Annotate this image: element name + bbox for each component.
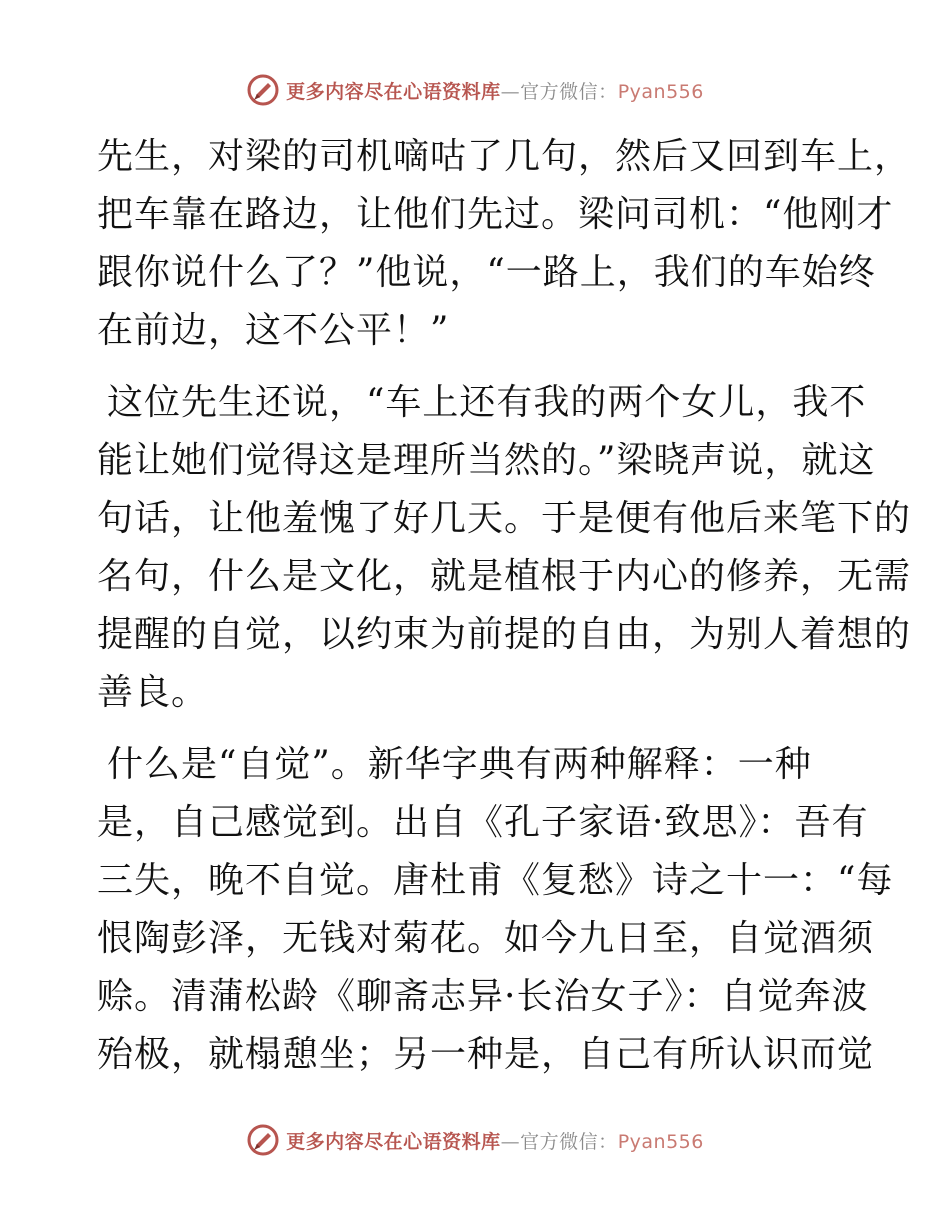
banner-main-text: 更多内容尽在心语资料库 — [286, 1130, 501, 1153]
banner-wechat-id: Pyan556 — [617, 80, 704, 103]
banner-wechat-id: Pyan556 — [617, 1130, 704, 1153]
banner-text — [286, 1127, 704, 1154]
text-line: 先生，对梁的司机嘀咕了几句，然后又回到车上， — [97, 136, 912, 177]
banner-text — [286, 77, 704, 104]
text-line: 在前边，这不公平！” — [97, 310, 450, 351]
text-line: 这位先生还说，“车上还有我的两个女儿，我不 — [107, 382, 867, 423]
text-line: 殆极，就榻憩坐；另一种是，自己有所认识而觉 — [97, 1034, 875, 1075]
text-line: 善良。 — [97, 672, 209, 713]
text-line: 跟你说什么了？”他说，“一路上，我们的车始终 — [97, 252, 876, 293]
pen-seal-logo-icon — [246, 73, 280, 107]
header-banner-inner — [246, 73, 704, 107]
footer-banner-inner — [246, 1123, 704, 1157]
text-line: 什么是“自觉”。新华字典有两种解释：一种 — [107, 744, 812, 785]
pen-seal-logo-icon — [246, 1123, 280, 1157]
paragraph-gap — [97, 722, 857, 736]
banner-main-text: 更多内容尽在心语资料库 — [286, 80, 501, 103]
text-line: 名句，什么是文化，就是植根于内心的修养，无需 — [97, 556, 912, 597]
banner-separator: — — [500, 1130, 521, 1153]
document-body — [97, 128, 912, 1084]
header-banner — [0, 70, 950, 110]
paragraph-1 — [97, 128, 912, 360]
footer-banner — [0, 1120, 950, 1160]
banner-wechat-label: 官方微信： — [520, 80, 618, 103]
text-line: 赊。清蒲松龄《聊斋志异·长治女子》：自觉奔波 — [97, 976, 869, 1017]
text-line: 恨陶彭泽，无钱对菊花。如今九日至，自觉酒须 — [97, 918, 875, 959]
text-line: 能让她们觉得这是理所当然的。”梁晓声说，就这 — [97, 440, 876, 481]
paragraph-3 — [97, 736, 894, 1084]
paragraph-2 — [97, 374, 912, 722]
banner-separator: — — [500, 80, 521, 103]
text-line: 提醒的自觉，以约束为前提的自由，为别人着想的 — [97, 614, 912, 655]
text-line: 句话，让他羞愧了好几天。于是便有他后来笔下的 — [97, 498, 912, 539]
text-line: 把车靠在路边，让他们先过。梁问司机：“他刚才 — [97, 194, 894, 235]
paragraph-gap — [97, 360, 857, 374]
banner-wechat-label: 官方微信： — [520, 1130, 618, 1153]
text-line: 三失，晚不自觉。唐杜甫《复愁》诗之十一：“每 — [97, 860, 894, 901]
text-line: 是，自己感觉到。出自《孔子家语·致思》：吾有 — [97, 802, 869, 843]
